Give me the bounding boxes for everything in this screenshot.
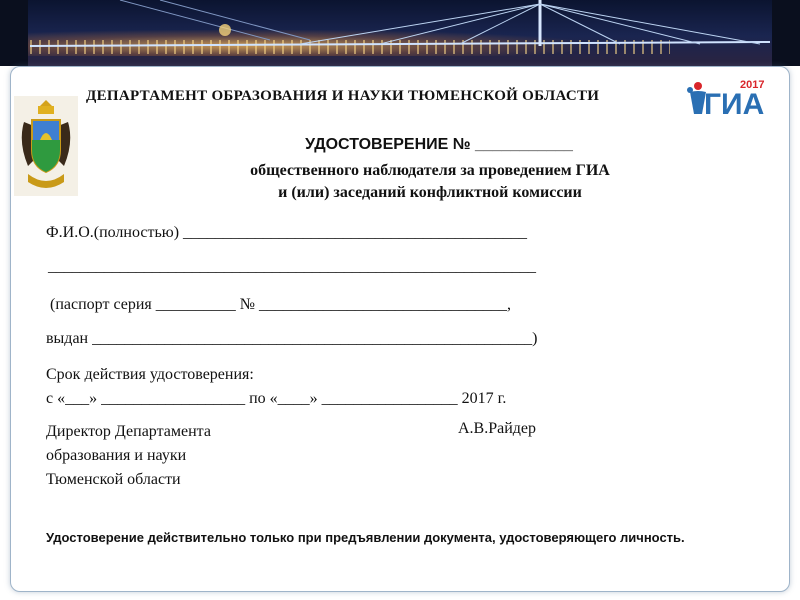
bridge-illustration	[0, 0, 800, 66]
certificate-subtitle	[150, 160, 710, 204]
fio-field-line: Ф.И.О.(полностью) ___________________________________________	[46, 224, 528, 241]
signer-name: А.В.Райдер	[458, 420, 537, 437]
certificate-title: УДОСТОВЕРЕНИЕ № ___________	[305, 136, 573, 153]
issued-field-line: выдан _______________________________________________________)	[46, 330, 538, 347]
signer-title-line-1: Директор Департамента	[46, 423, 211, 440]
signer-title-line-2: образования и науки	[46, 447, 187, 464]
certificate-subtitle-line-1: общественного наблюдателя за проведением ГИА	[250, 162, 610, 179]
gia-logo-text: ГИА	[704, 88, 765, 120]
gia-logo-year: 2017	[740, 79, 765, 91]
gia-logo	[684, 76, 794, 120]
header-banner-photo	[0, 0, 800, 66]
blank-field-line: _____________________________________________________________	[48, 258, 536, 275]
certificate-subtitle-line-2: и (или) заседаний конфликтной комиссии	[278, 184, 582, 201]
validity-dates-line: с «___» __________________ по «____» _________________ 2017 г.	[46, 390, 507, 407]
signer-title	[46, 420, 306, 492]
validity-note: Удостоверение действительно только при предъявлении документа, удостоверяющего личность.	[46, 530, 685, 545]
passport-field-line: (паспорт серия __________ № _______________________________,	[50, 296, 512, 313]
validity-label: Срок действия удостоверения:	[46, 366, 254, 383]
signer-title-line-3: Тюменской области	[46, 471, 181, 488]
department-name: ДЕПАРТАМЕНТ ОБРАЗОВАНИЯ И НАУКИ ТЮМЕНСКОЙ ОБЛАСТИ	[86, 88, 600, 104]
